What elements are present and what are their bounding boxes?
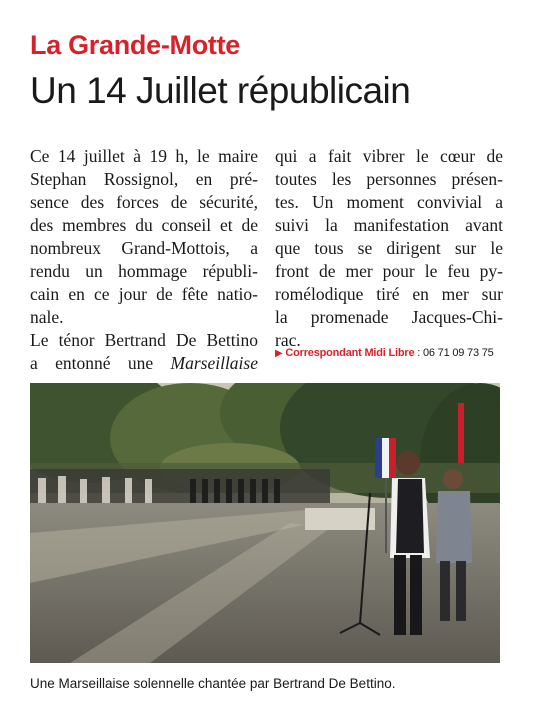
body-line: que tous se dirigent sur le (275, 238, 503, 258)
article-headline: Un 14 Juillet républicain (30, 70, 411, 111)
body-line (30, 352, 258, 375)
article-body-left-column (30, 145, 258, 375)
photo-caption: Une Marseillaise solennelle chantée par Bertrand De Bettino. (30, 676, 396, 691)
body-line: qui a fait vibrer le cœur de (275, 146, 503, 166)
body-line: romélodique tiré en mer sur (275, 284, 503, 304)
article-body-right-column (275, 145, 503, 352)
body-line: rac. (275, 330, 301, 350)
correspondent-credit (275, 347, 494, 359)
article-kicker: La Grande-Motte (30, 30, 241, 60)
body-line: la promenade Jacques-Chi- (275, 307, 503, 327)
body-line: cain en ce jour de fête natio- (30, 284, 258, 304)
body-line: Stephan Rossignol, en pré- (30, 169, 258, 189)
arrow-right-icon: ▶ (275, 348, 283, 359)
body-line: rendu un hommage républi- (30, 261, 258, 281)
credit-name: Correspondant Midi Libre (285, 347, 415, 359)
body-line: suivi la manifestation avant (275, 215, 503, 235)
body-line: toutes les personnes présen- (275, 169, 503, 189)
body-line: Ce 14 juillet à 19 h, le maire (30, 146, 258, 166)
body-line: nale. (30, 307, 64, 327)
article-photo (30, 383, 500, 663)
body-line: front de mer pour le feu py- (275, 261, 503, 281)
body-line: tes. Un moment convivial a (275, 192, 503, 212)
body-line: nombreux Grand-Mottois, a (30, 238, 258, 258)
body-line: sence des forces de sécurité, (30, 192, 258, 212)
ceremony-photo-illustration (30, 383, 500, 663)
credit-phone: : 06 71 09 73 75 (414, 347, 494, 359)
body-text: a entonné une (30, 353, 154, 373)
body-italic-text: Marseillaise (170, 353, 258, 373)
body-line: des membres du conseil et de (30, 215, 258, 235)
body-line: Le ténor Bertrand De Bettino (30, 330, 258, 350)
